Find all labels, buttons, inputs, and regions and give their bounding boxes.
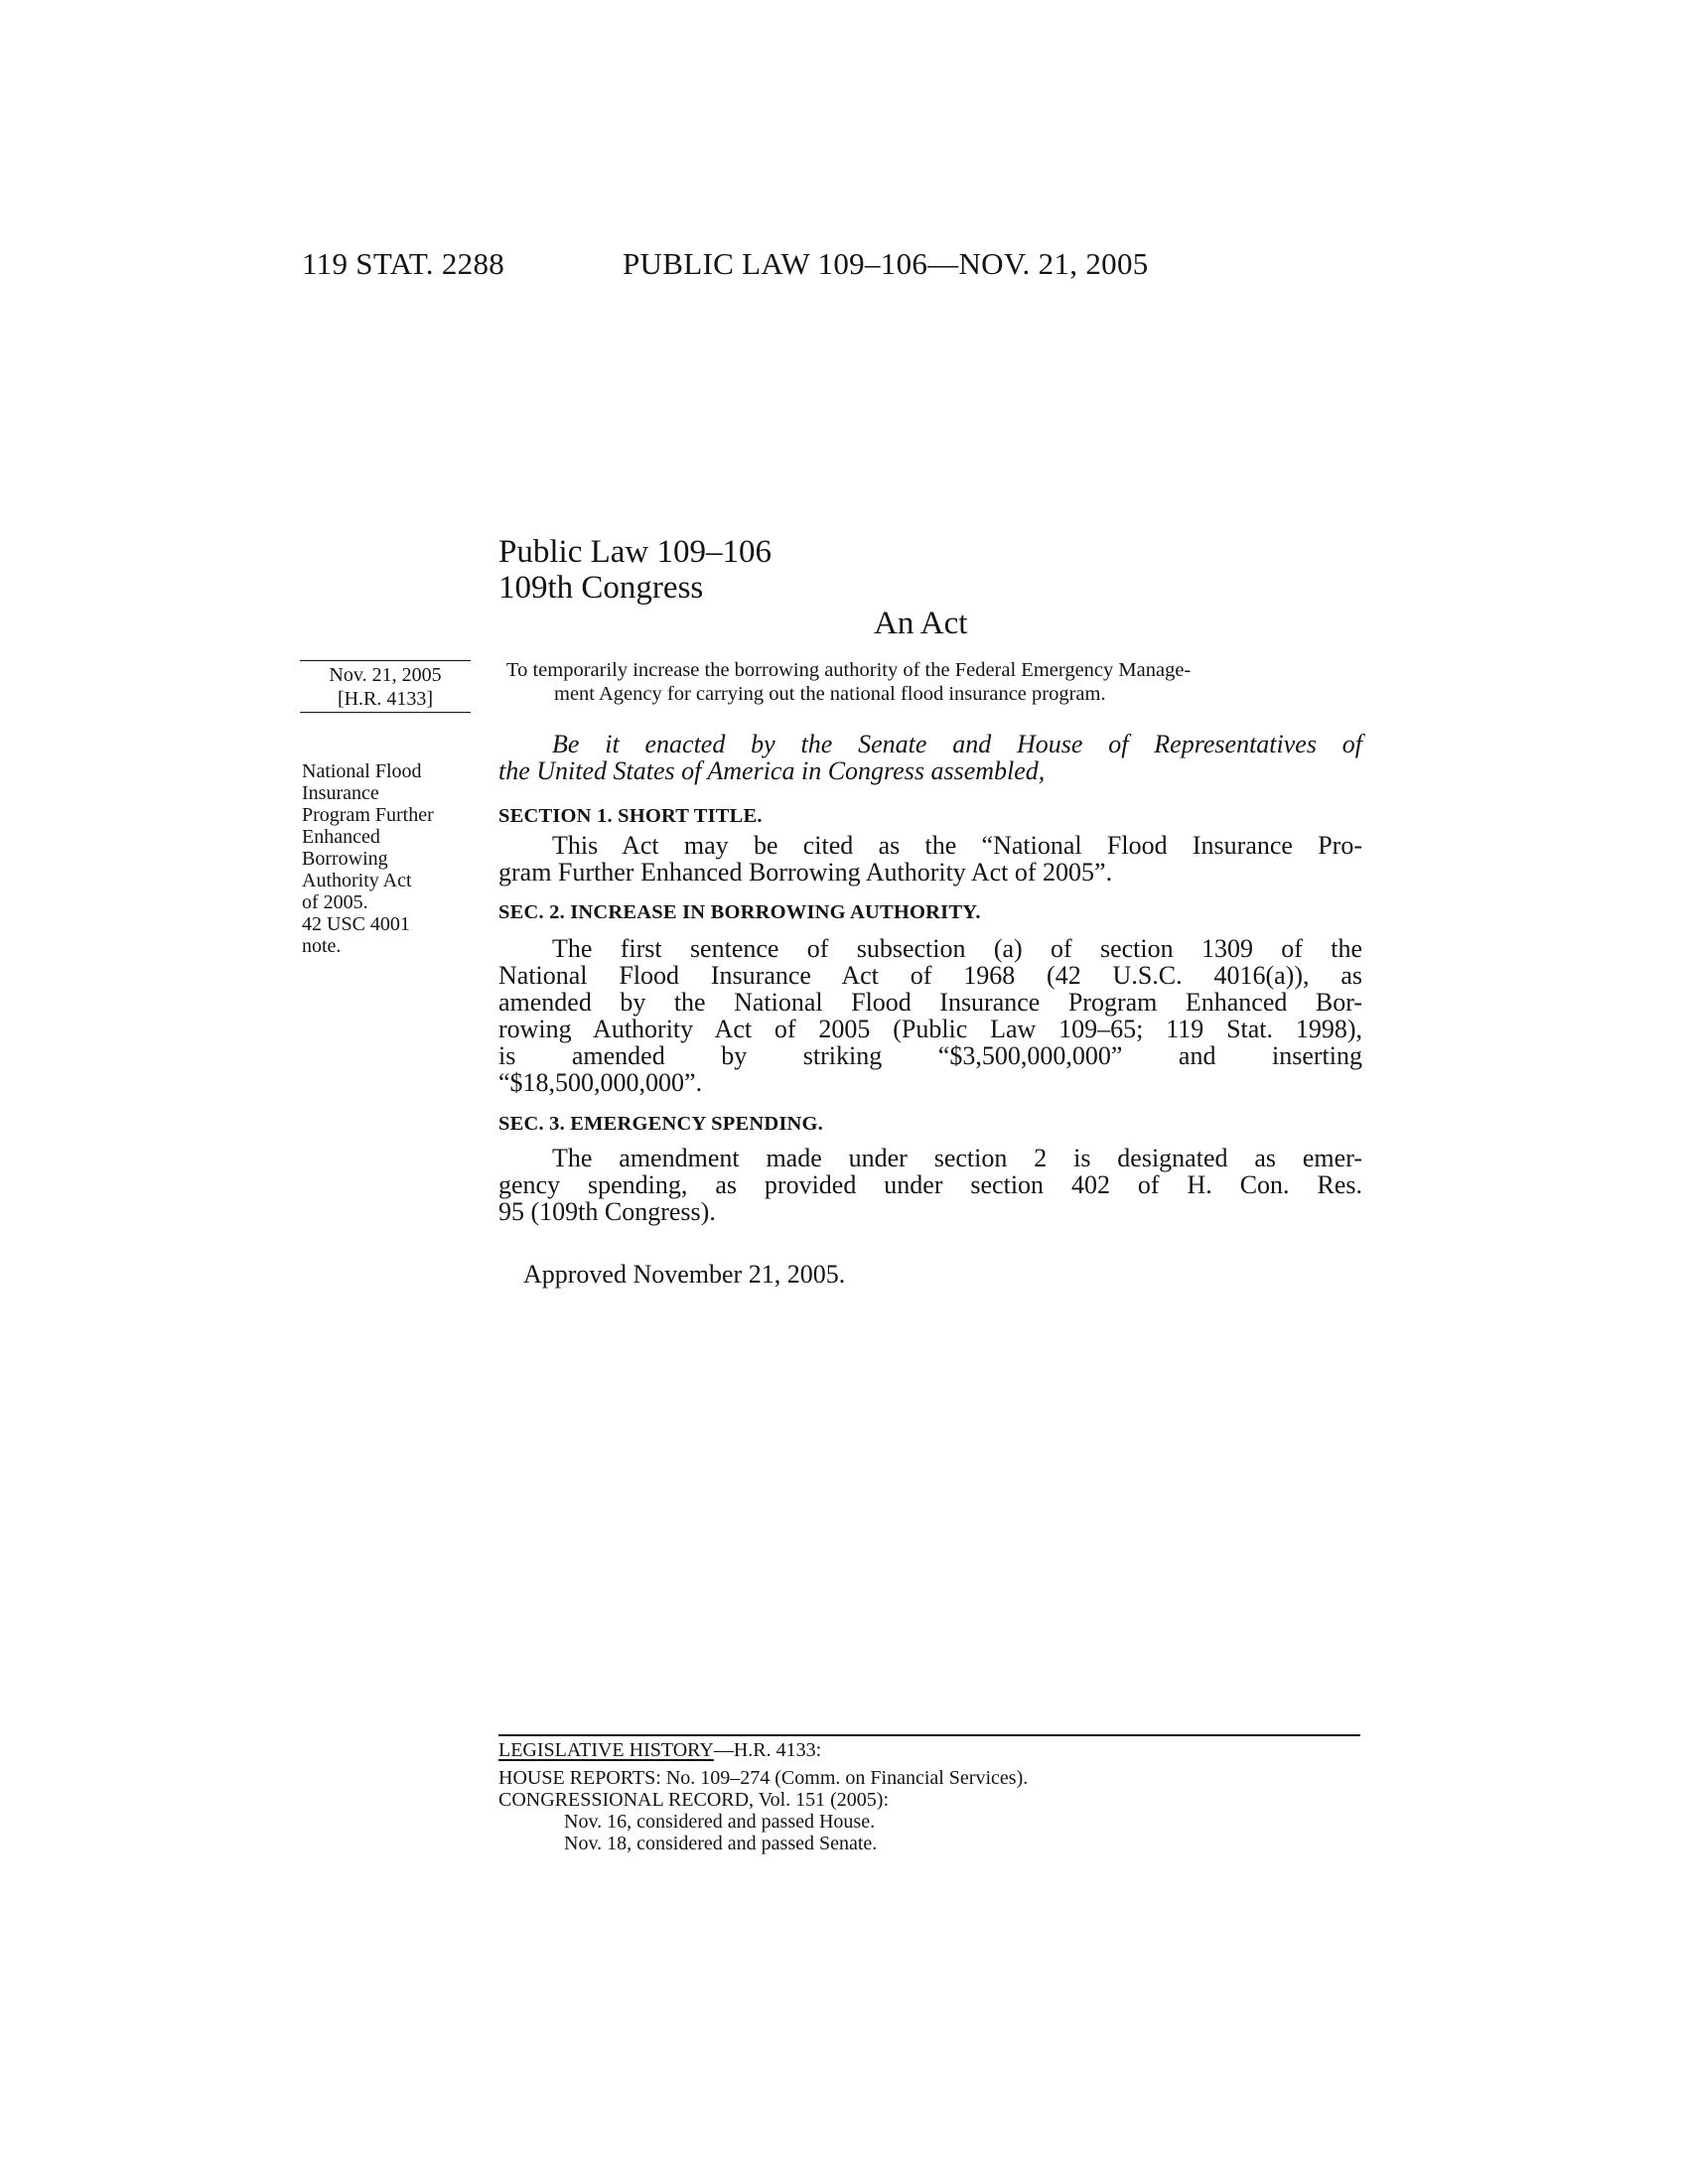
record-entry: Nov. 16, considered and passed House. — [564, 1811, 876, 1833]
section-text-line: The first sentence of subsection (a) of section 1309 of the — [552, 934, 1362, 963]
margin-note-line: National Flood — [302, 760, 422, 782]
congress-number: 109th Congress — [498, 570, 704, 606]
section-text-line: The amendment made under section 2 is designated as emer- — [552, 1144, 1362, 1172]
bill-number: [H.R. 4133] — [337, 688, 434, 710]
section-text-line: “$18,500,000,000”. — [498, 1068, 703, 1097]
short-title-margin-note — [302, 760, 481, 957]
margin-note-line: Program Further — [302, 804, 434, 826]
margin-note-line: Authority Act — [302, 870, 412, 891]
legislative-history — [498, 1739, 1360, 1854]
enactment-date: Nov. 21, 2005 — [329, 664, 442, 686]
enacting-clause-line: the United States of America in Congress assembled, — [498, 756, 1046, 785]
enactment-date-note — [300, 660, 471, 713]
approval-date: Approved November 21, 2005. — [523, 1260, 846, 1289]
section-1-heading: SECTION 1. SHORT TITLE. — [498, 805, 763, 827]
margin-note-line: Borrowing — [302, 848, 388, 870]
section-3-heading: SEC. 3. EMERGENCY SPENDING. — [498, 1113, 823, 1135]
long-title-line: To temporarily increase the borrowing authority of the Federal Emergency Manage- — [506, 659, 1192, 681]
margin-note-line: Enhanced — [302, 826, 380, 848]
section-text-line: gency spending, as provided under section 402 of H. Con. Res. — [498, 1170, 1362, 1199]
section-text-line: rowing Authority Act of 2005 (Public Law 109–65; 119 Stat. 1998), — [498, 1015, 1362, 1043]
house-reports: HOUSE REPORTS: No. 109–274 (Comm. on Financial Services). — [498, 1767, 1029, 1789]
section-2-heading: SEC. 2. INCREASE IN BORROWING AUTHORITY. — [498, 901, 981, 923]
page-citation: 119 STAT. 2288 — [302, 246, 505, 281]
section-1-text — [498, 832, 1362, 886]
footnote-rule — [498, 1734, 1360, 1736]
long-title-line: ment Agency for carrying out the national flood insurance program. — [554, 683, 1106, 705]
section-text-line: amended by the National Flood Insurance Program Enhanced Bor- — [498, 988, 1362, 1017]
public-law-number: Public Law 109–106 — [498, 534, 772, 570]
legislative-history-bill: —H.R. 4133: — [713, 1739, 822, 1761]
enacting-clause-line: Be it enacted by the Senate and House of Representatives of — [552, 730, 1362, 758]
section-text-line: is amended by striking “$3,500,000,000” and inserting — [498, 1041, 1362, 1070]
record-entry: Nov. 18, considered and passed Senate. — [564, 1833, 878, 1854]
section-2-text — [498, 935, 1362, 1096]
congressional-record: CONGRESSIONAL RECORD, Vol. 151 (2005): — [498, 1789, 889, 1811]
section-text-line: 95 (109th Congress). — [498, 1197, 716, 1226]
margin-note-line: Insurance — [302, 782, 379, 804]
running-title: PUBLIC LAW 109–106—NOV. 21, 2005 — [623, 246, 1149, 281]
legislative-history-heading: LEGISLATIVE HISTORY — [498, 1739, 714, 1761]
section-3-text — [498, 1145, 1362, 1225]
act-heading: An Act — [874, 606, 968, 641]
margin-note-line: of 2005. — [302, 891, 368, 913]
margin-note-line: note. — [302, 935, 342, 957]
section-text-line: gram Further Enhanced Borrowing Authority Act of 2005”. — [498, 858, 1113, 887]
section-text-line: National Flood Insurance Act of 1968 (42 U.S.C. 4016(a)), as — [498, 961, 1362, 990]
section-text-line: This Act may be cited as the “National Flood Insurance Pro- — [552, 831, 1362, 860]
legislative-history-heading-line — [498, 1739, 1360, 1761]
long-title — [506, 658, 1360, 706]
enacting-clause — [498, 731, 1362, 784]
margin-note-line: 42 USC 4001 — [302, 913, 410, 935]
